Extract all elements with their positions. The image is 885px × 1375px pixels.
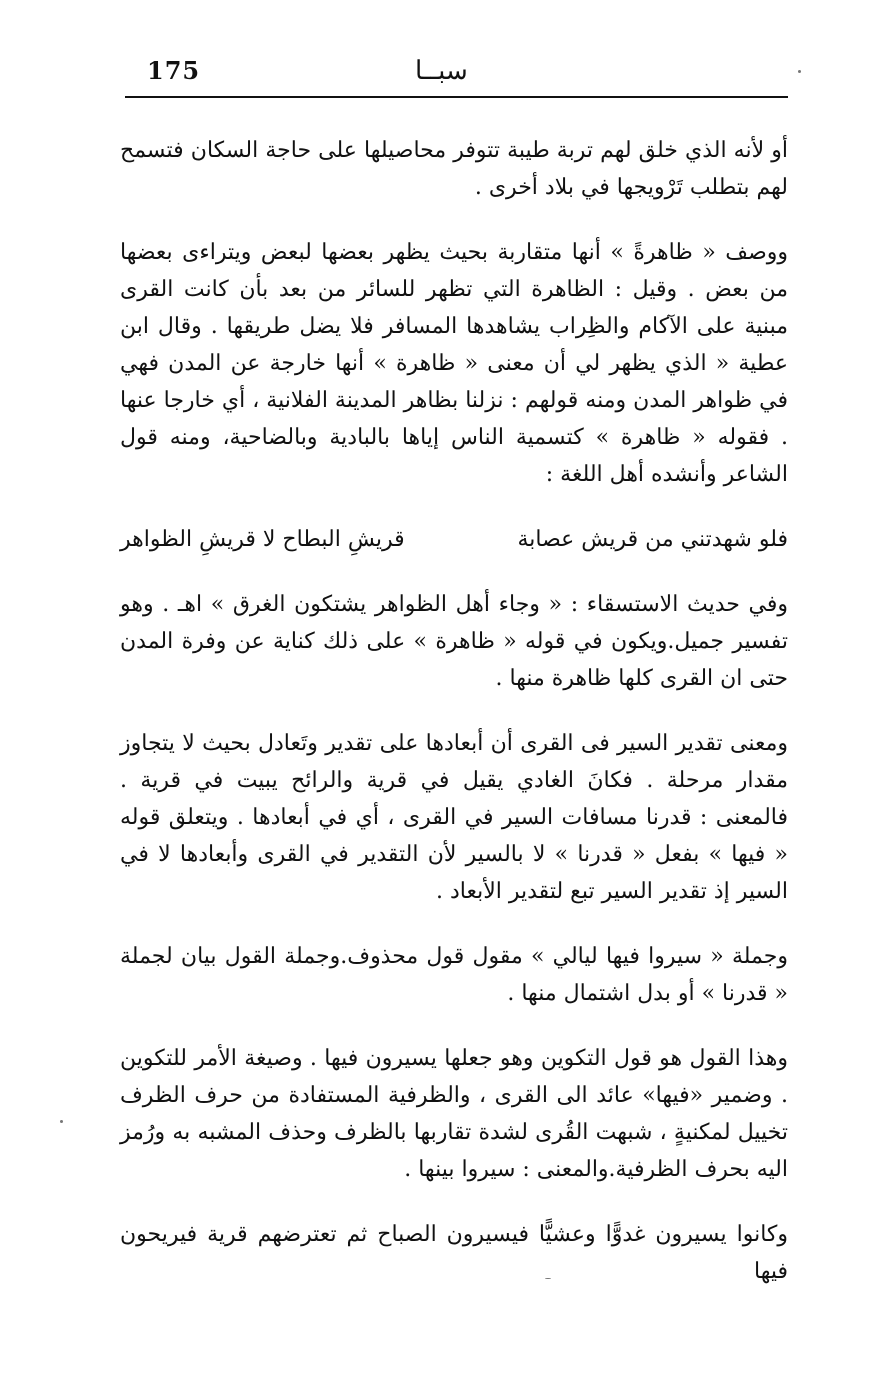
scan-speck xyxy=(60,1120,63,1123)
verse-second-hemistich: قريشِ البطاح لا قريشِ الظواهر xyxy=(120,527,405,552)
paragraph: وفي حديث الاستسقاء : « وجاء أهل الظواهر يشتكون الغرق » اهـ . وهو تفسير جميل.ويكون في قوله « ظاهرة » على ذلك كناية عن وفرة المدن حتى ان القرى كلها ظاهرة منها . xyxy=(120,592,788,691)
paragraph: ومعنى تقدير السير فى القرى أن أبعادها على تقدير وتَعادل بحيث لا يتجاوز مقدار مرحلة . فكانَ الغادي يقيل في قرية والرائح يبيت في قرية . فالمعنى : قدرنا مسافات السير في القرى ، أي في أبعادها . ويتعلق قوله « فيها » بفعل « قدرنا » لا بالسير لأن التقدير في القرى وأبعادها لا في السير إذ تقدير السير تبع لتقدير الأبعاد . xyxy=(120,731,788,904)
paragraph: وجملة « سيروا فيها ليالي » مقول قول محذوف.وجملة القول بيان لجملة « قدرنا » أو بدل اشتمال منها . xyxy=(120,944,788,1006)
verse-first-hemistich: فلو شهدتني من قريش عصابة xyxy=(517,527,788,552)
page-header xyxy=(125,56,788,96)
poetry-verse xyxy=(120,521,788,558)
header-rule xyxy=(125,96,788,98)
page-number: 175 xyxy=(147,56,201,85)
scan-speck xyxy=(798,70,801,73)
page-body xyxy=(120,132,788,1318)
scan-speck xyxy=(545,1278,551,1279)
paragraph: أو لأنه الذي خلق لهم تربة طيبة تتوفر محاصيلها على حاجة السكان فتسمح لهم بتطلب تَرْويجها في بلاد أخرى . xyxy=(120,138,788,200)
paragraph: وهذا القول هو قول التكوين وهو جعلها يسيرون فيها . وصيغة الأمر للتكوين . وضمير «فيها» عائد الى القرى ، والظرفية المستفادة من حرف الظرف تخييل لمكنيةٍ ، شبهت القُرى لشدة تقاربها بالظرف وحذف المشبه به ورُمز اليه بحرف الظرفية.والمعنى : سيروا بينها . xyxy=(120,1046,788,1182)
paragraph: ووصف « ظاهرةً » أنها متقاربة بحيث يظهر بعضها لبعض ويتراءى بعضها من بعض . وقيل : الظاهرة التي تظهر للسائر من بعد بأن كانت القرى مبنية على الآكام والظِراب يشاهدها المسافر فلا يضل طريقها . وقال ابن عطية « الذي يظهر لي أن معنى « ظاهرة » أنها خارجة عن المدن فهي في ظواهر المدن ومنه قولهم : نزلنا بظاهر المدينة الفلانية ، أي خارجا عنها . فقوله « ظاهرة » كتسمية الناس إياها بالبادية وبالضاحية، ومنه قول الشاعر وأنشده أهل اللغة : xyxy=(120,240,788,487)
paragraph: وكانوا يسيرون غدوًّا وعشيًّا فيسيرون الصباح ثم تعترضهم قرية فيريحون فيها xyxy=(120,1222,788,1284)
running-title: سبــا xyxy=(415,56,468,86)
